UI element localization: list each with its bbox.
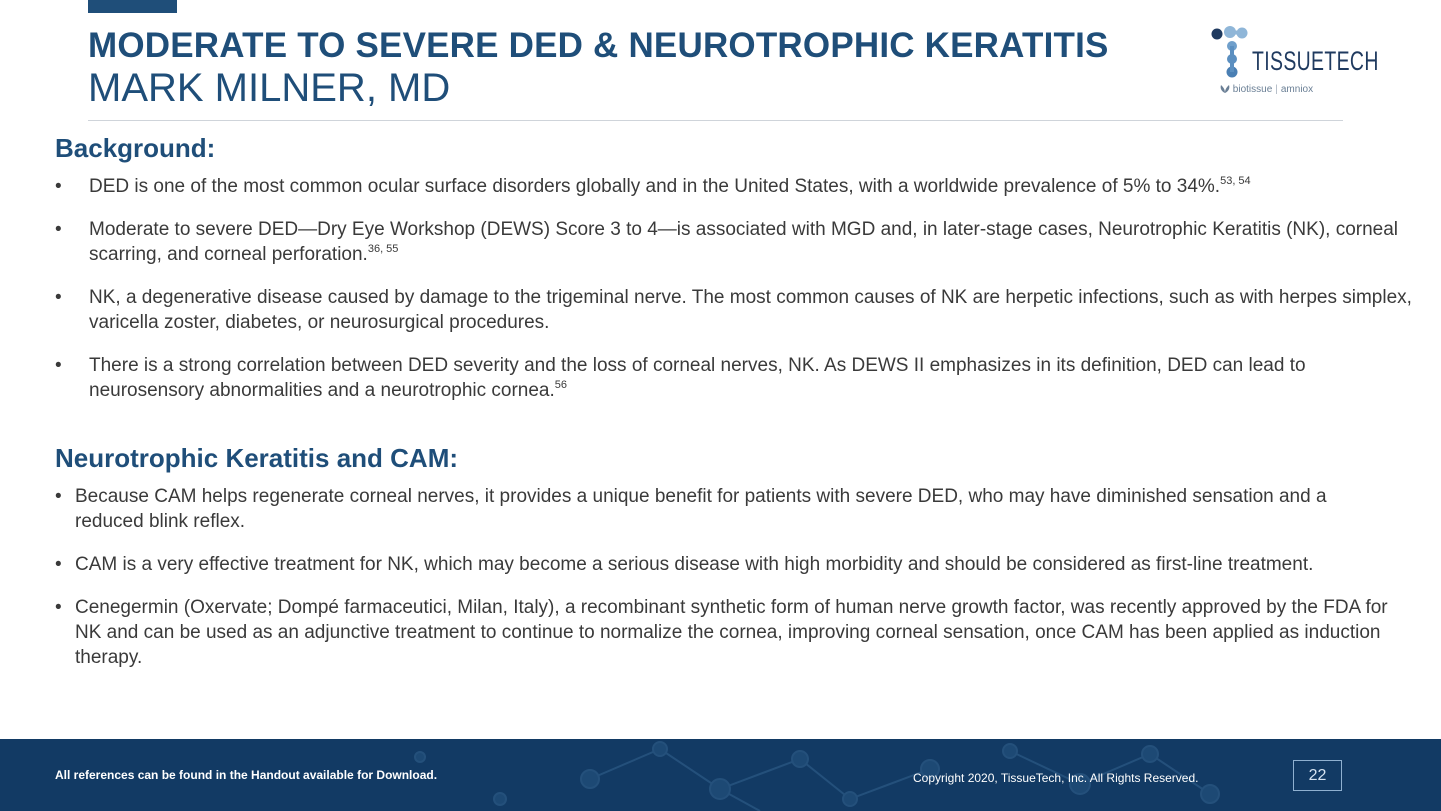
logo-subbrands: biotissue | amniox	[1220, 84, 1313, 95]
slide-title: MODERATE TO SEVERE DED & NEUROTROPHIC KERATITIS	[88, 26, 1109, 65]
list-item-text: Cenegermin (Oxervate; Dompé farmaceutici, Milan, Italy), a recombinant synthetic form of human nerve growth factor, was recently approved by the FDA for NK and can be used as an adjunctive treatment to continue to normalize the cornea, improving corneal sensation, once CAM has been applied as induction therapy.	[75, 597, 1388, 668]
nk-cam-heading: Neurotrophic Keratitis and CAM:	[55, 443, 459, 473]
reference-superscript: 36, 55	[367, 243, 399, 255]
list-item	[55, 552, 1395, 577]
presenter-name: MARK MILNER, MD	[88, 66, 451, 110]
bullet-icon: •	[55, 176, 62, 197]
list-item	[55, 285, 1425, 335]
reference-superscript: 56	[554, 379, 568, 391]
list-item-text: There is a strong correlation between DED severity and the loss of corneal nerves, NK. As DEWS II emphasizes in its definition, DED can lead to neurosensory abnormalities and a neurotrophic cornea.	[89, 355, 1306, 401]
top-accent-bar	[88, 0, 177, 13]
bullet-icon: •	[55, 597, 62, 618]
list-item	[55, 595, 1395, 670]
logo-sub-amniox: amniox	[1280, 84, 1314, 95]
leaf-icon	[1220, 85, 1230, 93]
bullet-icon: •	[55, 219, 62, 240]
background-bullet-list	[55, 174, 1425, 421]
logo-sub-biotissue: biotissue	[1232, 84, 1273, 95]
header-divider	[88, 120, 1343, 121]
page-number: 22	[1293, 760, 1342, 791]
list-item	[55, 217, 1425, 267]
nk-cam-bullet-list	[55, 484, 1395, 688]
list-item-text: Moderate to severe DED—Dry Eye Workshop (DEWS) Score 3 to 4—is associated with MGD and, in later-stage cases, Neurotrophic Keratitis (NK), corneal scarring, and corneal perforation.	[89, 219, 1399, 265]
list-item-text: CAM is a very effective treatment for NK, which may become a serious disease with high morbidity and should be considered as first-line treatment.	[75, 554, 1314, 575]
references-note: All references can be found in the Handout available for Download.	[55, 768, 438, 782]
list-item-text: NK, a degenerative disease caused by damage to the trigeminal nerve. The most common causes of NK are herpetic infections, such as with herpes simplex, varicella zoster, diabetes, or neurosurgical procedures.	[89, 287, 1412, 333]
bullet-icon: •	[55, 554, 62, 575]
footer-bar	[0, 739, 1441, 811]
copyright-text: Copyright 2020, TissueTech, Inc. All Rights Reserved.	[913, 771, 1199, 785]
bullet-icon: •	[55, 287, 62, 308]
background-heading: Background:	[55, 133, 216, 163]
tissuetech-logo	[1208, 24, 1379, 102]
list-item-text: DED is one of the most common ocular surface disorders globally and in the United States, with a worldwide prevalence of 5% to 34%.	[89, 176, 1221, 197]
bullet-icon: •	[55, 355, 62, 376]
logo-wordmark: TISSUETECH	[1252, 46, 1379, 76]
list-item	[55, 174, 1425, 199]
list-item	[55, 484, 1395, 534]
list-item-text: Because CAM helps regenerate corneal nerves, it provides a unique benefit for patients with severe DED, who may have diminished sensation and a reduced blink reflex.	[75, 486, 1327, 532]
tissuetech-logo-mark-icon	[1208, 24, 1258, 84]
list-item	[55, 353, 1425, 403]
bullet-icon: •	[55, 486, 62, 507]
reference-superscript: 53, 54	[1220, 175, 1251, 187]
